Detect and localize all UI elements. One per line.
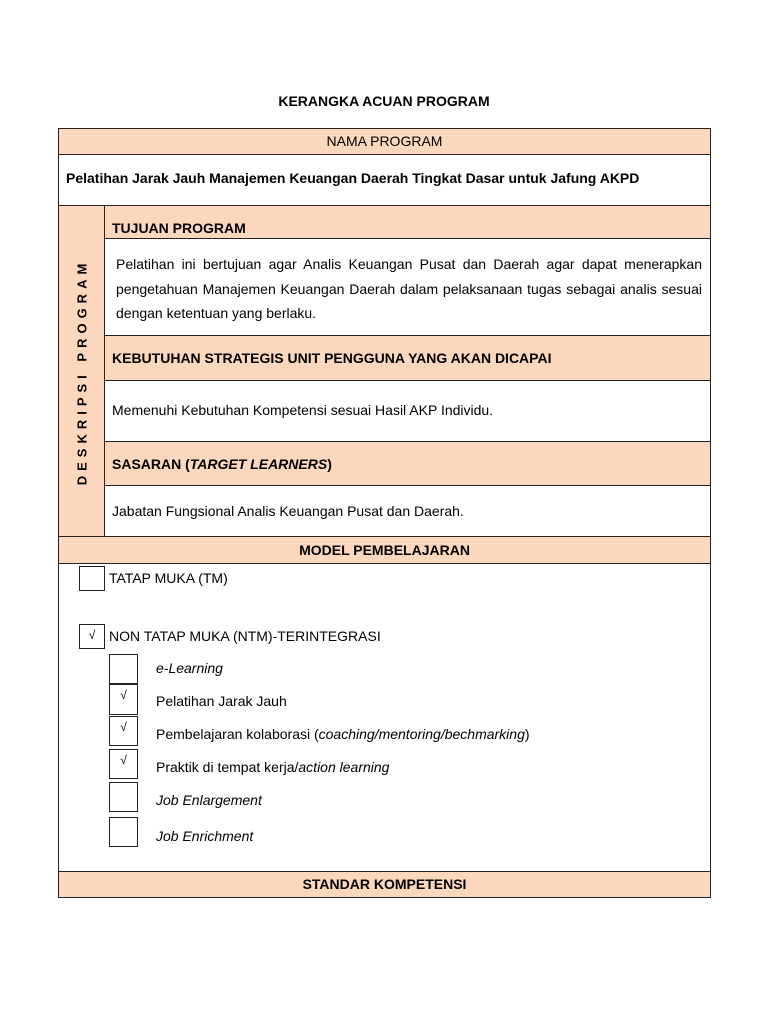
kolaborasi-label-a: Pembelajaran kolaborasi ( bbox=[156, 726, 319, 742]
model-header-label: MODEL PEMBELAJARAN bbox=[299, 542, 470, 558]
tujuan-text-cell bbox=[104, 238, 711, 336]
kebutuhan-text-cell bbox=[104, 380, 711, 442]
tujuan-header-label: TUJUAN PROGRAM bbox=[112, 220, 246, 236]
kolaborasi-label-b: coaching/mentoring/bechmarking bbox=[318, 726, 525, 742]
kebutuhan-text: Memenuhi Kebutuhan Kompetensi sesuai Hasil AKP Individu. bbox=[112, 402, 494, 418]
kolaborasi-check-mark: √ bbox=[120, 720, 127, 734]
ntm-check-mark: √ bbox=[88, 628, 96, 642]
pjj-checkbox[interactable] bbox=[109, 684, 138, 715]
sasaran-header-b: TARGET LEARNERS bbox=[189, 456, 328, 472]
praktik-label-a: Praktik di tempat kerja/ bbox=[156, 759, 299, 775]
kebutuhan-header-label: KEBUTUHAN STRATEGIS UNIT PENGGUNA YANG AKAN DICAPAI bbox=[112, 350, 552, 366]
ntm-checkbox[interactable] bbox=[79, 624, 105, 649]
sasaran-header-a: SASARAN ( bbox=[112, 456, 190, 472]
tujuan-line-2: pengetahuan Manajemen Keuangan Daerah dalam pelaksanaan tugas sebagai analis sesuai bbox=[116, 280, 702, 297]
enrichment-label: Job Enrichment bbox=[156, 828, 254, 844]
tujuan-header bbox=[104, 205, 711, 239]
ntm-label: NON TATAP MUKA (NTM)-TERINTEGRASI bbox=[109, 628, 381, 644]
model-content-cell bbox=[58, 563, 711, 872]
nama-program-header bbox=[58, 128, 711, 155]
nama-program-value: Pelatihan Jarak Jauh Manajemen Keuangan Daerah Tingkat Dasar untuk Jafung AKPD bbox=[66, 170, 640, 186]
standar-header bbox=[58, 871, 711, 898]
praktik-checkbox[interactable] bbox=[109, 749, 138, 779]
model-header bbox=[58, 536, 711, 564]
kebutuhan-header bbox=[104, 335, 711, 381]
kolaborasi-label-c: ) bbox=[524, 726, 530, 742]
document-title: KERANGKA ACUAN PROGRAM bbox=[278, 93, 490, 109]
deskripsi-side-label: DESKRIPSI PROGRAM bbox=[74, 258, 90, 485]
sasaran-text-cell bbox=[104, 485, 711, 537]
tm-label: TATAP MUKA (TM) bbox=[109, 570, 228, 586]
kolaborasi-label bbox=[156, 726, 530, 742]
enlargement-label: Job Enlargement bbox=[156, 792, 262, 808]
tm-checkbox[interactable] bbox=[79, 566, 105, 591]
sasaran-header bbox=[104, 441, 711, 486]
praktik-check-mark: √ bbox=[120, 753, 127, 767]
sasaran-text: Jabatan Fungsional Analis Keuangan Pusat dan Daerah. bbox=[112, 503, 464, 519]
tujuan-line-3: dengan ketentuan yang berlaku. bbox=[116, 305, 317, 321]
sasaran-header-c: ) bbox=[327, 456, 332, 472]
deskripsi-side-label-wrap bbox=[59, 206, 105, 537]
pjj-check-mark: √ bbox=[120, 688, 127, 702]
elearning-checkbox[interactable] bbox=[109, 654, 138, 684]
pjj-label: Pelatihan Jarak Jauh bbox=[156, 693, 287, 709]
standar-header-label: STANDAR KOMPETENSI bbox=[302, 876, 467, 892]
elearning-label: e-Learning bbox=[156, 660, 223, 676]
kolaborasi-checkbox[interactable] bbox=[109, 716, 138, 746]
enrichment-checkbox[interactable] bbox=[109, 817, 138, 847]
nama-program-value-cell bbox=[58, 154, 711, 206]
tujuan-line-1: Pelatihan ini bertujuan agar Analis Keuangan Pusat dan Daerah agar dapat menerapkan bbox=[116, 256, 702, 272]
praktik-label bbox=[156, 759, 389, 775]
enlargement-checkbox[interactable] bbox=[109, 782, 138, 812]
praktik-label-b: action learning bbox=[298, 759, 390, 775]
nama-program-header-label: NAMA PROGRAM bbox=[326, 133, 443, 149]
